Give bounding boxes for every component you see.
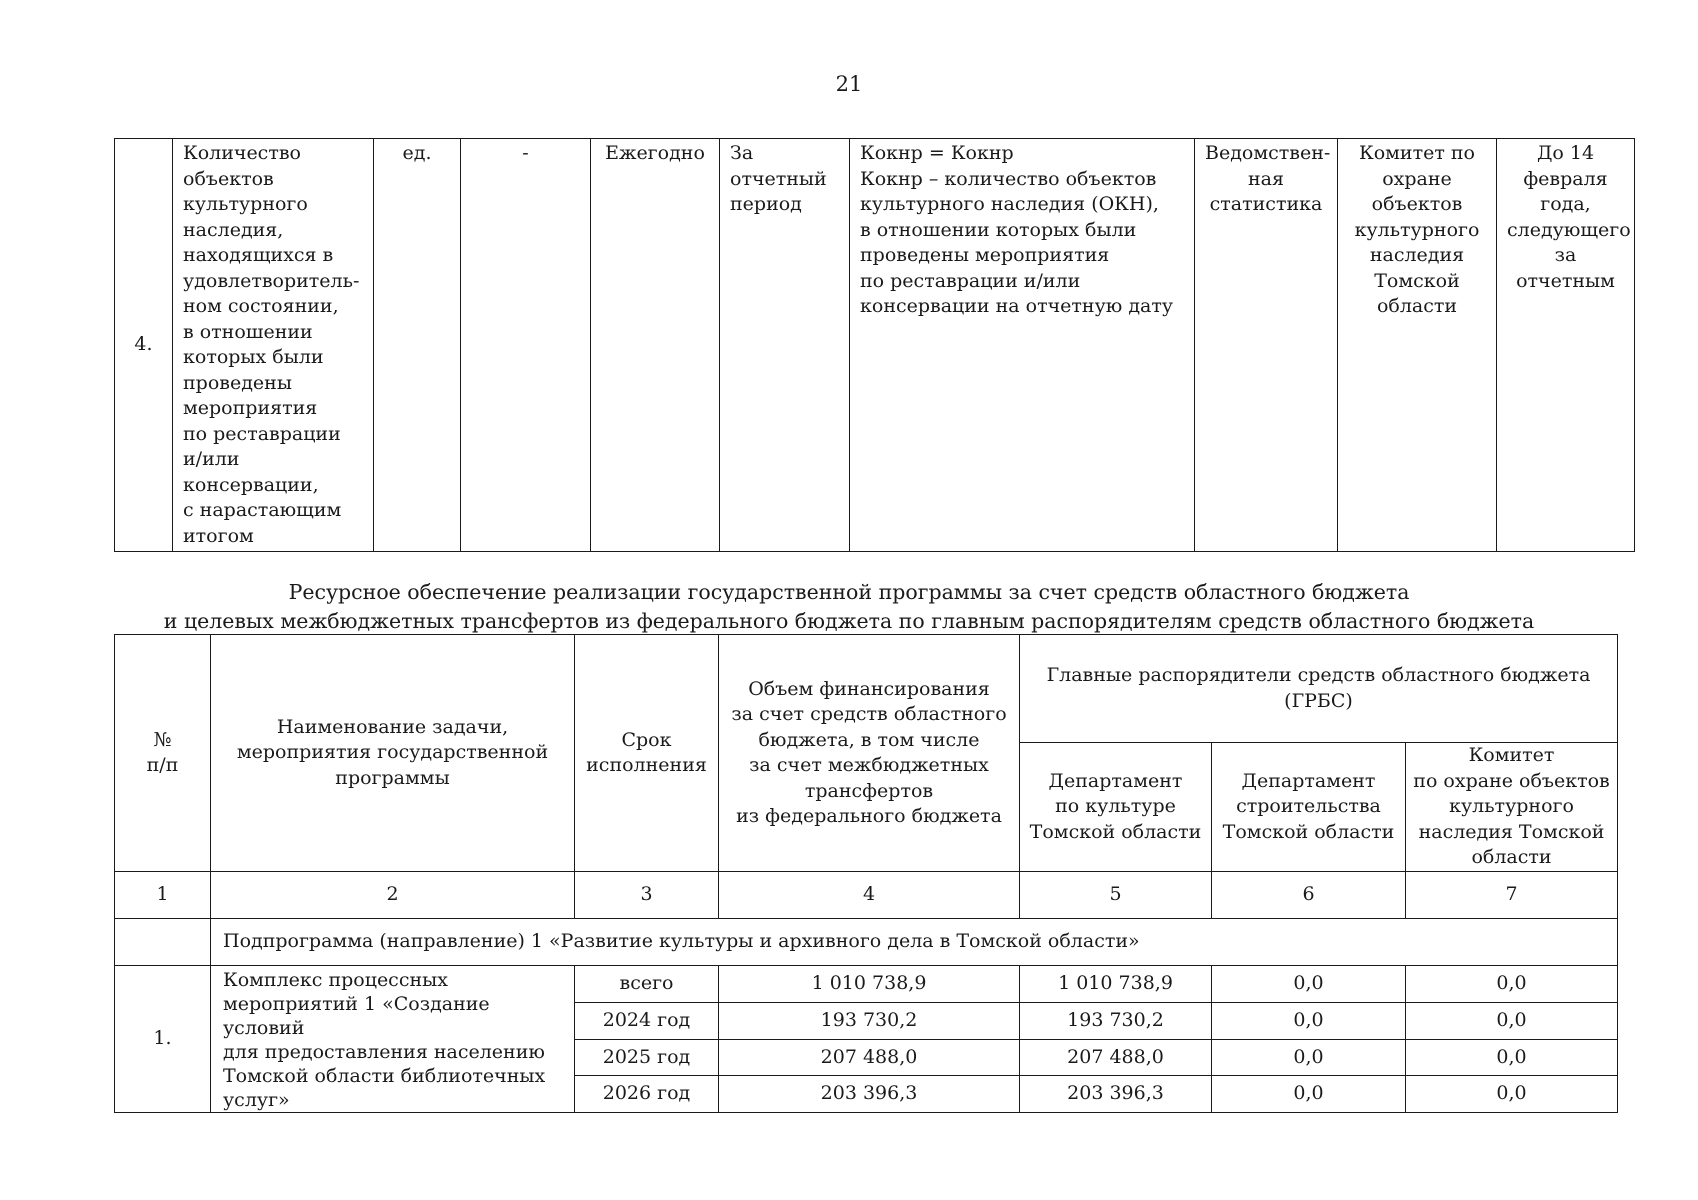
text-line: Томской: [1374, 269, 1460, 292]
text-line: Срок: [621, 728, 672, 751]
cell-volume: 193 730,2: [719, 1002, 1020, 1039]
cell-culture: 203 396,3: [1020, 1076, 1212, 1113]
text-line: охране: [1382, 167, 1452, 190]
text-line: по реставрации и/или: [860, 269, 1081, 292]
cell-build: 0,0: [1212, 1039, 1406, 1076]
text-line: консервации,: [183, 473, 319, 496]
text-line: итогом: [183, 524, 254, 547]
text-line: культурного: [1449, 795, 1574, 818]
cell-committee: 0,0: [1406, 1039, 1618, 1076]
text-line: исполнения: [586, 754, 707, 776]
header-dep-culture: [1020, 743, 1212, 872]
text-line: п/п: [146, 754, 179, 776]
cell-term: 2025 год: [575, 1039, 719, 1076]
row-task-name: [211, 966, 575, 1113]
header-term: [575, 635, 719, 872]
text-line: (ГРБС): [1284, 689, 1353, 712]
text-line: в отношении: [183, 320, 313, 343]
text-line: культурного наследия (ОКН),: [860, 193, 1159, 215]
text-line: Комплекс процессных: [223, 969, 448, 991]
indicator-deadline: [1497, 139, 1635, 552]
text-line: услуг»: [223, 1089, 290, 1111]
column-number: 4: [719, 872, 1020, 919]
text-line: по культуре: [1055, 795, 1176, 818]
header-num: [115, 635, 211, 872]
indicator-table: [114, 138, 1635, 552]
text-line: консервации на отчетную дату: [860, 295, 1174, 317]
cell-committee: 0,0: [1406, 1002, 1618, 1039]
cell-volume: 207 488,0: [719, 1039, 1020, 1076]
indicator-base: -: [461, 139, 591, 552]
text-line: культурного: [183, 193, 308, 215]
text-line: Кокнр = Кокнр: [860, 142, 1014, 164]
indicator-formula: [850, 139, 1195, 552]
indicator-name: [173, 139, 374, 552]
section-title: [0, 578, 1698, 636]
text-line: объектов: [1371, 193, 1463, 215]
cell-culture: 1 010 738,9: [1020, 966, 1212, 1003]
text-line: года,: [1540, 193, 1591, 215]
text-line: по реставрации: [183, 422, 341, 445]
cell-culture: 193 730,2: [1020, 1002, 1212, 1039]
cell-term: 2024 год: [575, 1002, 719, 1039]
cell-committee: 0,0: [1406, 1076, 1618, 1113]
text-line: Кокнр – количество объектов: [860, 167, 1157, 190]
cell-volume: 1 010 738,9: [719, 966, 1020, 1003]
text-line: период: [730, 193, 802, 215]
text-line: для предоставления населению: [223, 1041, 545, 1063]
cell-committee: 0,0: [1406, 966, 1618, 1003]
text-line: мероприятия государственной: [236, 741, 549, 764]
text-line: Комитет: [1468, 744, 1555, 767]
cell-term: всего: [575, 966, 719, 1003]
header-name: [211, 635, 575, 872]
text-line: Главные распорядители средств областного бюджета: [1046, 664, 1591, 686]
text-line: Комитет по: [1359, 142, 1475, 164]
column-numbers-row: [115, 872, 1618, 919]
text-line: наследия Томской: [1418, 820, 1605, 843]
column-number: 7: [1406, 872, 1618, 919]
text-line: Департамент: [1241, 769, 1376, 792]
text-line: в отношении которых были: [860, 218, 1137, 241]
text-line: культурного: [1354, 218, 1480, 241]
subprogram-title: Подпрограмма (направление) 1 «Развитие культуры и архивного дела в Томской области»: [211, 919, 1618, 966]
indicator-periodicity: Ежегодно: [591, 139, 720, 552]
text-line: ном состоянии,: [183, 295, 339, 317]
text-line: февраля: [1523, 167, 1608, 190]
text-line: и целевых межбюджетных трансфертов из федерального бюджета по главным распорядителям средств областного бюджета: [163, 609, 1535, 633]
text-line: Ведомствен-: [1205, 142, 1331, 164]
cell-build: 0,0: [1212, 1076, 1406, 1113]
text-line: проведены мероприятия: [860, 244, 1110, 266]
text-line: области: [1471, 846, 1552, 869]
text-line: Объем финансирования: [748, 677, 990, 700]
text-line: Количество: [183, 142, 301, 164]
header-committee: [1406, 743, 1618, 872]
text-line: с нарастающим: [183, 499, 342, 521]
column-number: 5: [1020, 872, 1212, 919]
text-line: из федерального бюджета: [736, 805, 1002, 827]
text-line: удовлетворитель-: [183, 269, 360, 292]
column-number: 2: [211, 872, 575, 919]
header-grbs: [1020, 635, 1618, 743]
indicator-unit: ед.: [374, 139, 461, 552]
text-line: Томской области: [1029, 820, 1202, 843]
table-row: [115, 966, 1618, 1003]
text-line: отчетный: [730, 167, 827, 190]
indicator-responsible: [1338, 139, 1497, 552]
text-line: За: [730, 142, 754, 164]
text-line: бюджета, в том числе: [758, 728, 980, 751]
subprogram-row: [115, 919, 1618, 966]
text-line: программы: [335, 766, 450, 789]
text-line: трансфертов: [804, 779, 934, 802]
text-line: объектов: [183, 167, 274, 190]
text-line: за счет межбюджетных: [749, 754, 989, 776]
header-dep-build: [1212, 743, 1406, 872]
row-num: 1.: [115, 966, 211, 1113]
text-line: наследия,: [183, 218, 284, 241]
indicator-period: [720, 139, 850, 552]
text-line: области: [1376, 295, 1458, 317]
header-volume: [719, 635, 1020, 872]
text-line: Томской области: [1222, 820, 1395, 843]
cell-culture: 207 488,0: [1020, 1039, 1212, 1076]
cell-term: 2026 год: [575, 1076, 719, 1113]
text-line: которых были: [183, 346, 324, 368]
indicator-row: [115, 139, 1635, 552]
text-line: №: [153, 728, 172, 751]
text-line: ная: [1248, 167, 1284, 190]
cell-build: 0,0: [1212, 1002, 1406, 1039]
text-line: за счет средств областного: [731, 703, 1007, 725]
header-row-1: [115, 635, 1618, 743]
indicator-source: [1195, 139, 1338, 552]
text-line: Департамент: [1048, 769, 1183, 792]
page-number: 21: [835, 72, 863, 96]
text-line: Томской области библиотечных: [223, 1065, 546, 1087]
indicator-num: 4.: [115, 139, 173, 552]
subprogram-empty-cell: [115, 919, 211, 966]
text-line: следующего: [1507, 218, 1631, 241]
text-line: мероприятий 1 «Создание условий: [223, 993, 490, 1039]
text-line: проведены: [183, 371, 292, 394]
text-line: Ресурсное обеспечение реализации государственной программы за счет средств областного бюджета: [288, 580, 1410, 604]
text-line: за отчетным: [1516, 244, 1615, 292]
text-line: строительства: [1236, 795, 1381, 818]
text-line: мероприятия: [183, 397, 318, 419]
text-line: До 14: [1536, 142, 1595, 164]
text-line: наследия: [1369, 244, 1465, 266]
cell-build: 0,0: [1212, 966, 1406, 1003]
column-number: 1: [115, 872, 211, 919]
text-line: статистика: [1209, 193, 1323, 215]
column-number: 3: [575, 872, 719, 919]
cell-volume: 203 396,3: [719, 1076, 1020, 1113]
text-line: по охране объектов: [1413, 769, 1610, 792]
text-line: и/или: [183, 448, 240, 470]
column-number: 6: [1212, 872, 1406, 919]
text-line: Наименование задачи,: [276, 715, 509, 738]
resource-table: [114, 634, 1618, 1113]
text-line: находящихся в: [183, 244, 334, 266]
